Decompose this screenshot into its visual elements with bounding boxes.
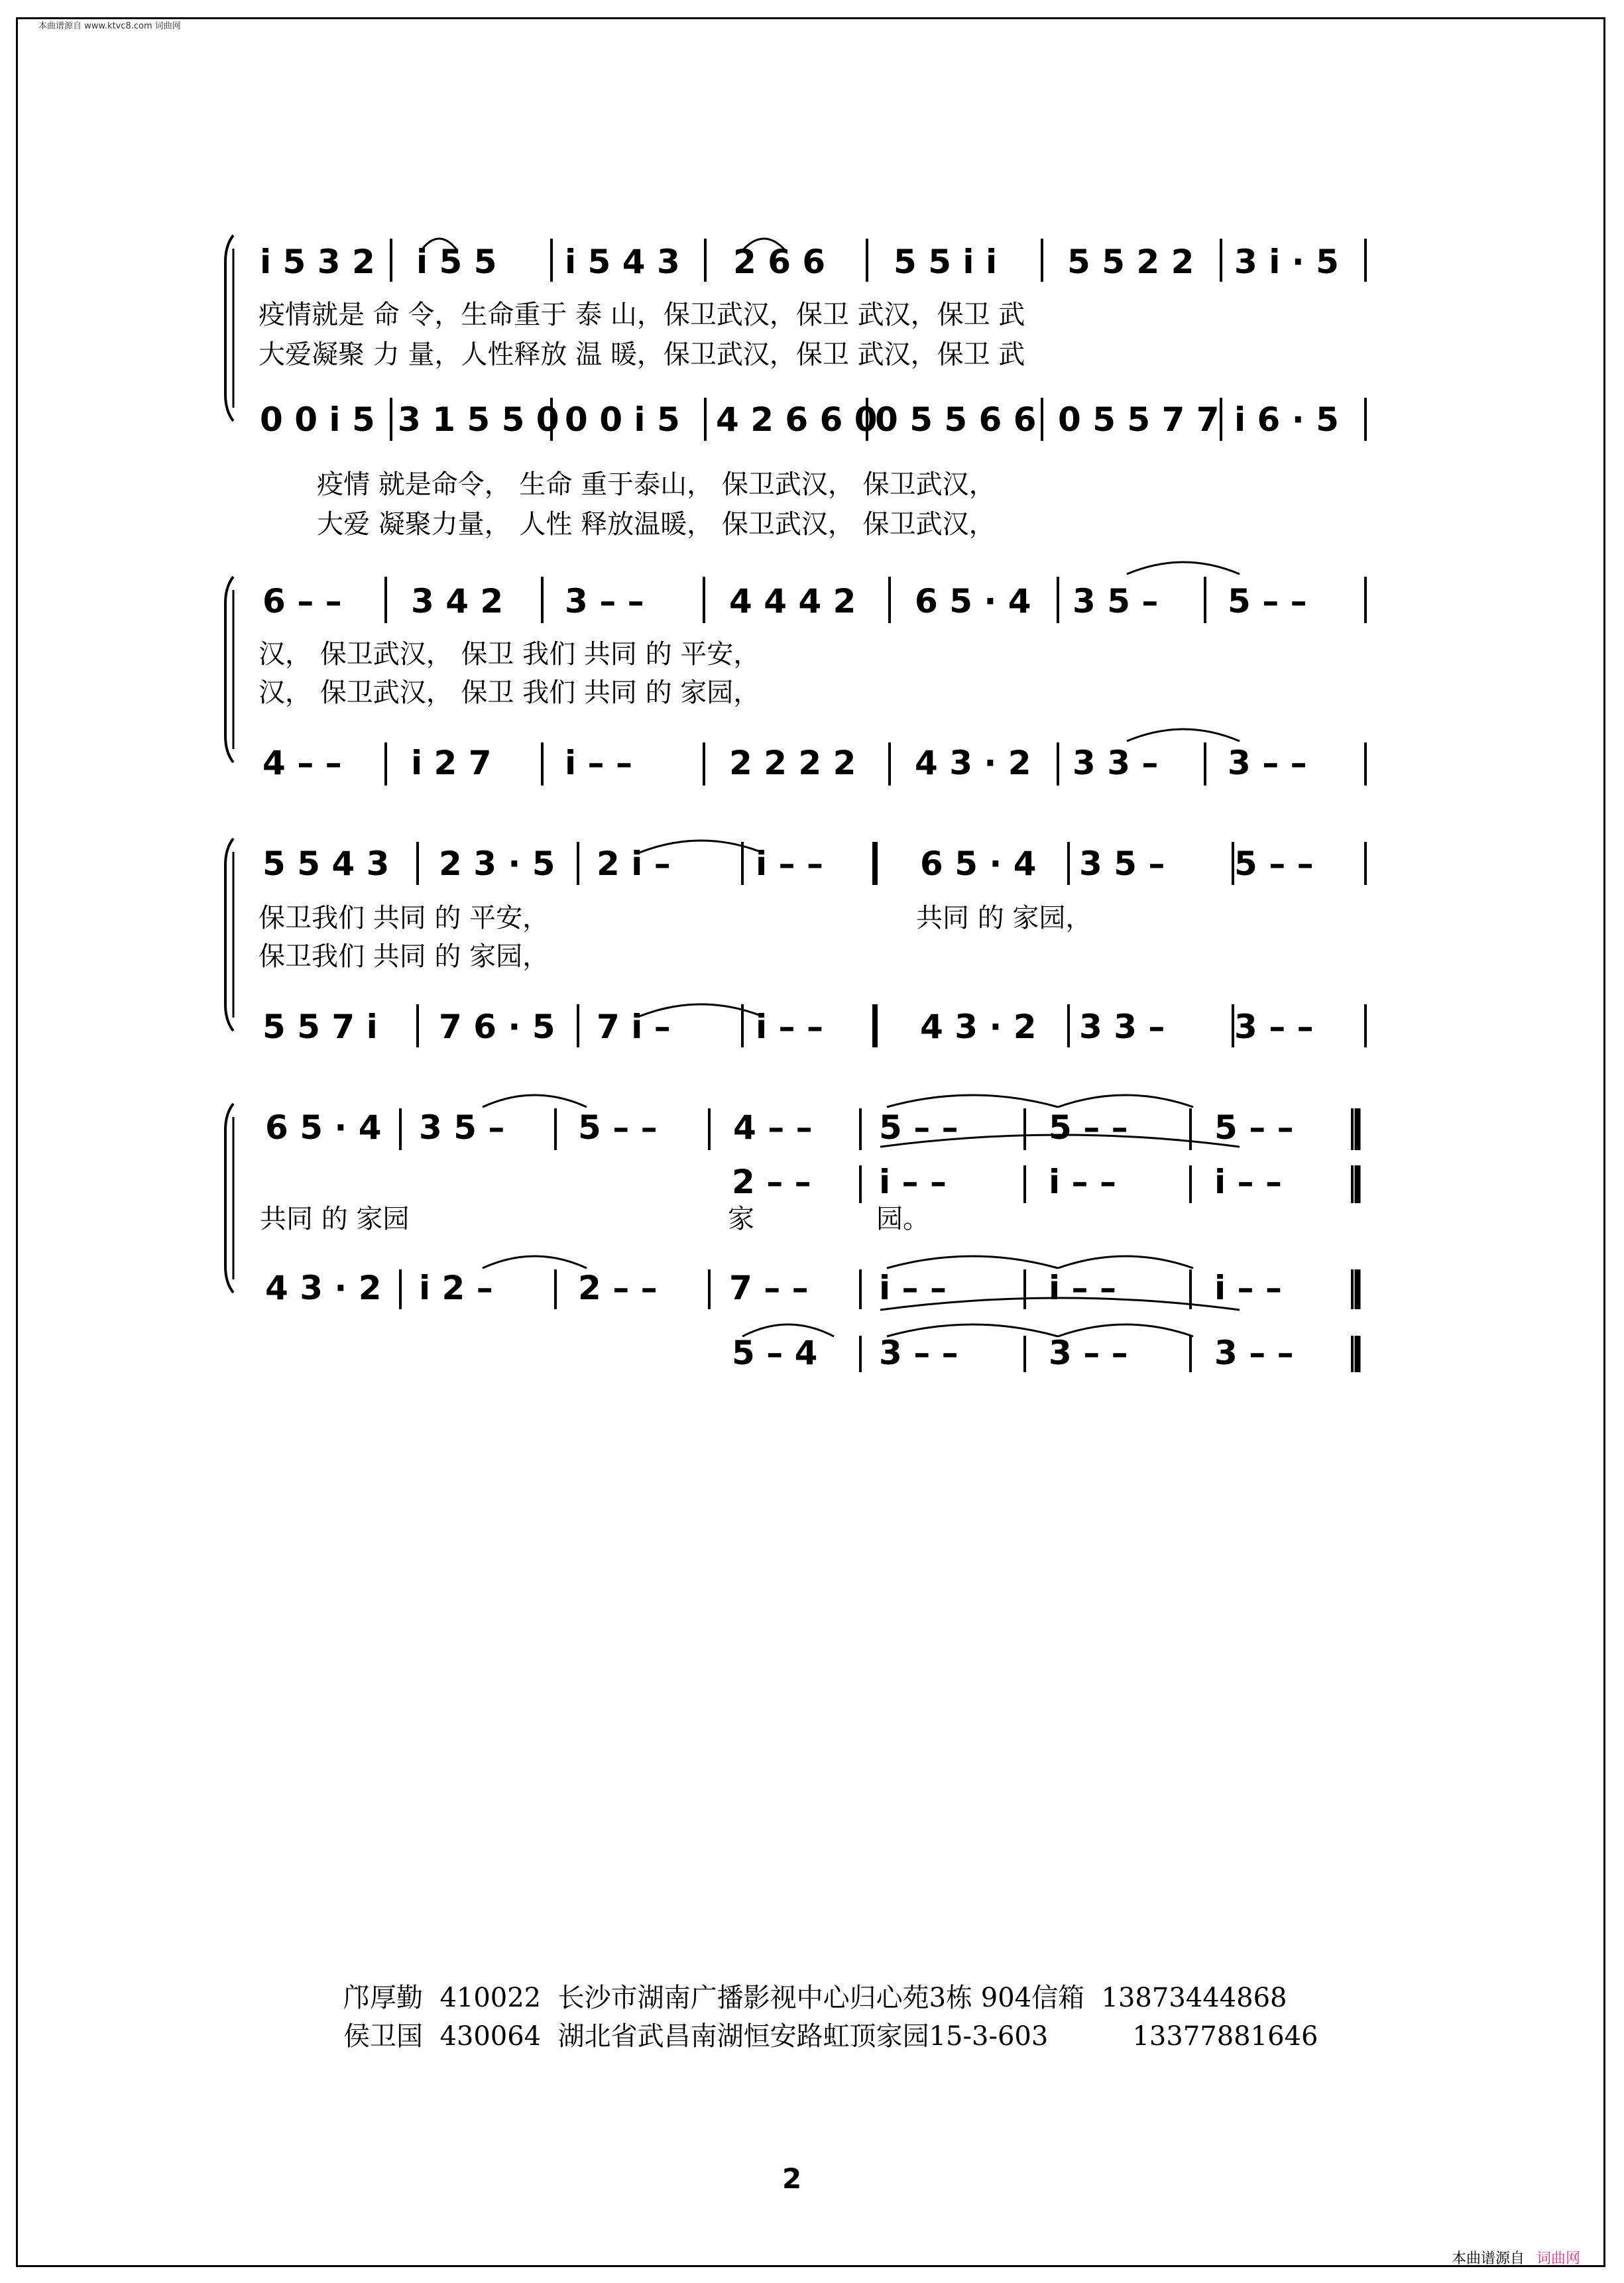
tie-slur [1127,729,1240,741]
sys2-voice1-m2: 3 4 2 [411,582,504,620]
sys1-voice1-m6: 5 5 2 2 [1067,243,1194,281]
sys3-voice1-m5: 6 5 · 4 [920,845,1037,883]
system-bracket [225,839,233,1031]
sys2-voice1-m1: 6 – – [262,582,342,620]
footer-site-label: 词曲网 [1537,2251,1581,2267]
sys1-voice2-m7: i 6 · 5 [1234,400,1339,439]
sys3-voice1-m7: 5 – – [1234,845,1314,883]
sys4-lyrics1-a: 共同 的 家园 [260,1204,410,1234]
sys4-voice2-m5: i – – [879,1269,947,1307]
sys3-voice2-m7: 3 – – [1234,1008,1314,1046]
sys3-voice1-m6: 3 5 – [1079,845,1165,883]
sys3-voice2-m1: 5 5 7 i [262,1008,378,1046]
footer-source-label: 本曲谱源自 [1452,2251,1525,2267]
sys2-voice2-m2: i 2 7 [411,744,492,782]
sys4-voice2-m1: 4 3 · 2 [265,1269,382,1307]
sys1-voice1-m4: 2 6 6 [733,243,826,281]
sys4-voice1-m7: 5 – – [1214,1108,1294,1147]
sys3-voice1-m4: i – – [756,845,823,883]
sys4-voice1-m3: 5 – – [578,1108,658,1147]
sys4-voice2-m7: i – – [1214,1269,1282,1307]
sys3-voice2-m2: 7 6 · 5 [439,1008,555,1046]
system-bracket [225,1104,233,1293]
sys2-voice2-m7: 3 – – [1228,744,1307,782]
sys4-voice1b-m3: i – – [1049,1163,1116,1201]
sys1-voice2-m6: 0 5 5 7 7 [1058,400,1220,439]
sys4-voice1-m4: 4 – – [733,1108,813,1147]
sys2-voice1-m5: 6 5 · 4 [915,582,1031,620]
sys2-voice1-m6: 3 5 – [1073,582,1159,620]
page-number: 2 [782,2162,802,2195]
sys4-voice1b-m2: i – – [879,1163,947,1201]
sys3-voice2-m4: i – – [756,1008,823,1046]
sys4-voice1-m2: 3 5 – [419,1108,505,1147]
contact-2-name: 侯卫国 [343,2021,423,2052]
sys3-voice2-m6: 3 3 – [1079,1008,1165,1046]
tie-slur [1127,562,1240,574]
contact-2-postcode: 430064 [439,2021,542,2052]
sys4-voice2-m4: 7 – – [729,1269,809,1307]
contact-1-name: 邝厚勤 [343,1983,423,2013]
sys4-voice1-m6: 5 – – [1049,1108,1128,1147]
sys1-voice1-m2: i 5 5 [416,243,497,281]
sys4-voice1b-m1: 2 – – [732,1163,811,1201]
sys3-voice1-m2: 2 3 · 5 [439,845,555,883]
sys4-voice2-m3: 2 – – [578,1269,658,1307]
sys4-voice1b-m4: i – – [1214,1163,1282,1201]
sys3-voice2-m5: 4 3 · 2 [920,1008,1037,1046]
tie-slur [887,1256,1058,1268]
sys3-lyrics1-line1: 保卫我们 共同 的 平安， [259,903,550,933]
sys3-voice1-m1: 5 5 4 3 [262,845,390,883]
contact-1-postcode: 410022 [439,1983,542,2013]
sys1-voice2-m1: 0 0 i 5 [260,400,375,439]
sys1-voice2-m4: 4 2 6 6 0 [716,400,878,439]
sys2-voice1-m7: 5 – – [1228,582,1307,620]
sys2-voice2-m5: 4 3 · 2 [915,744,1031,782]
sys4-voice2b-m3: 3 – – [1049,1334,1128,1372]
contact-1 [343,1977,1287,2015]
sys3-voice2-m3: 7 i – [597,1008,671,1046]
sys1-voice1-m7: 3 i · 5 [1234,243,1339,281]
sys4-voice2-m2: i 2 – [419,1269,493,1307]
source-note: 本曲谱源自 www.ktvc8.com 词曲网 [38,21,181,31]
sys3-lyrics1-line2: 保卫我们 共同 的 家园， [259,941,550,972]
contact-1-address: 长沙市湖南广播影视中心归心苑3栋 904信箱 [557,1983,1085,2013]
sys4-lyrics1-b: 家 [728,1204,754,1234]
tie-slur [1058,1256,1193,1268]
sys3-lyrics1-repeat: 共同 的 家园， [916,903,1092,933]
sys1-lyrics2-line1: 疫情 就是命令， 生命 重于泰山， 保卫武汉， 保卫武汉， [317,469,996,500]
contact-2 [343,2015,1318,2053]
sys4-voice2b-m4: 3 – – [1214,1334,1294,1372]
sys2-voice2-m1: 4 – – [262,744,342,782]
sys1-voice1-m1: i 5 3 2 [260,243,375,281]
sys2-voice1-m3: 3 – – [565,582,644,620]
system-brackets [225,235,233,1293]
sys4-voice1-m1: 6 5 · 4 [265,1108,382,1147]
sys1-voice2-m2: 3 1 5 5 0 [398,400,559,439]
tie-slur [887,1095,1058,1107]
system-bracket [225,235,233,421]
tie-slur [483,1095,587,1107]
contact-1-phone: 13873444868 [1101,1983,1287,2013]
sys2-lyrics1-line1: 汉， 保卫武汉， 保卫 我们 共同 的 平安， [259,639,760,670]
sys1-voice2-m5: 0 5 5 6 6 [875,400,1037,439]
system-bracket [225,577,233,762]
sys4-voice2b-m2: 3 – – [879,1334,958,1372]
sys2-lyrics1-line2: 汉， 保卫武汉， 保卫 我们 共同 的 家园， [259,677,760,708]
tie-slur [483,1256,587,1268]
sys1-voice2-m3: 0 0 i 5 [565,400,680,439]
footer-source [1452,2247,1580,2268]
sys3-voice1-m3: 2 i – [597,845,671,883]
sys2-voice2-m4: 2 2 2 2 [729,744,856,782]
sys4-voice2b-m1: 5 – 4 [732,1334,818,1372]
sys4-voice2-m6: i – – [1049,1269,1116,1307]
sys1-lyrics1-line2: 大爱凝聚 力 量，人性释放 温 暖，保卫武汉，保卫 武汉，保卫 武 [259,339,1025,370]
tie-slur [1058,1095,1193,1107]
sys4-voice1-m5: 5 – – [879,1108,958,1147]
sys4-lyrics1-c: 园。 [876,1204,929,1234]
sys1-voice1-m5: 5 5 i i [894,243,998,281]
sys2-voice1-m4: 4 4 4 2 [729,582,856,620]
sys2-voice2-m6: 3 3 – [1073,744,1159,782]
sys1-lyrics2-line2: 大爱 凝聚力量， 人性 释放温暖， 保卫武汉， 保卫武汉， [317,509,996,540]
sys2-voice2-m3: i – – [565,744,632,782]
contact-2-phone: 13377881646 [1132,2021,1318,2052]
sys1-voice1-m3: i 5 4 3 [565,243,680,281]
sys1-lyrics1-line1: 疫情就是 命 令，生命重于 泰 山，保卫武汉，保卫 武汉，保卫 武 [259,300,1025,330]
contact-2-address: 湖北省武昌南湖恒安路虹顶家园15-3-603 [557,2021,1049,2052]
